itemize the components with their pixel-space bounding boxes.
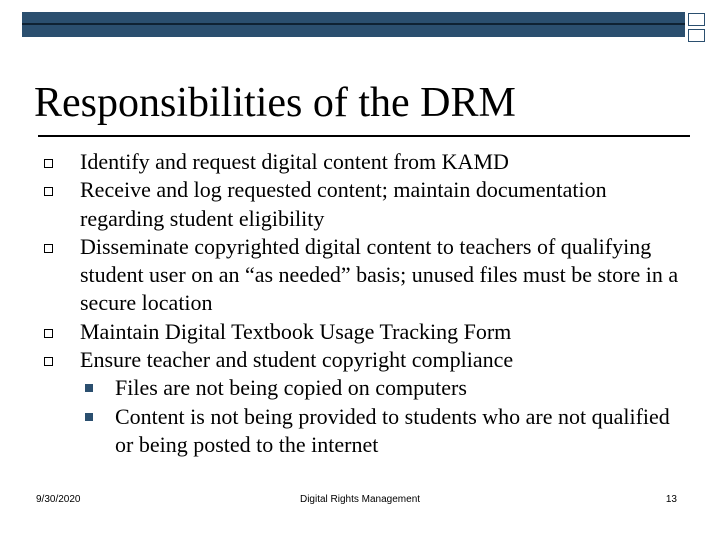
bullet-item [44,233,684,318]
corner-square-top [688,13,705,26]
top-stripe [22,23,685,25]
corner-square-bottom [688,29,705,42]
bullet-text: Maintain Digital Textbook Usage Tracking Form [80,318,512,344]
bullet-item [44,318,684,346]
hollow-square-bullet-icon [44,148,80,176]
bullet-item [44,148,684,176]
slide-title: Responsibilities of the DRM [34,80,516,126]
sub-bullet-item [85,374,684,402]
bullet-item [44,176,684,233]
filled-square-bullet-icon [85,374,115,402]
bullet-text: Ensure teacher and student copyright compliance [80,347,514,373]
hollow-square-bullet-icon [44,318,80,346]
page-number: 13 [665,494,677,505]
top-decoration-bar [22,12,685,37]
sub-bullet-text: Files are not being copied on computers [115,375,467,401]
footer-title: Digital Rights Management [299,494,421,505]
sub-bullet-item [85,403,684,460]
title-rule [38,135,690,137]
hollow-square-bullet-icon [44,346,80,374]
bullet-item [44,346,684,374]
sub-bullet-text: Content is not being provided to students who are not qualified or being posted to the internet [115,403,670,457]
hollow-square-bullet-icon [44,176,80,204]
bullet-text: Receive and log requested content; maintain documentation regarding student eligibility [80,177,607,231]
bullet-text: Disseminate copyrighted digital content to teachers of qualifying student user on an “as needed” basis; unused files must be store in a secure location [80,233,679,316]
filled-square-bullet-icon [85,403,115,431]
footer-date: 9/30/2020 [36,494,81,505]
bullet-list [44,148,684,459]
hollow-square-bullet-icon [44,233,80,261]
bullet-text: Identify and request digital content from KAMD [80,149,509,174]
